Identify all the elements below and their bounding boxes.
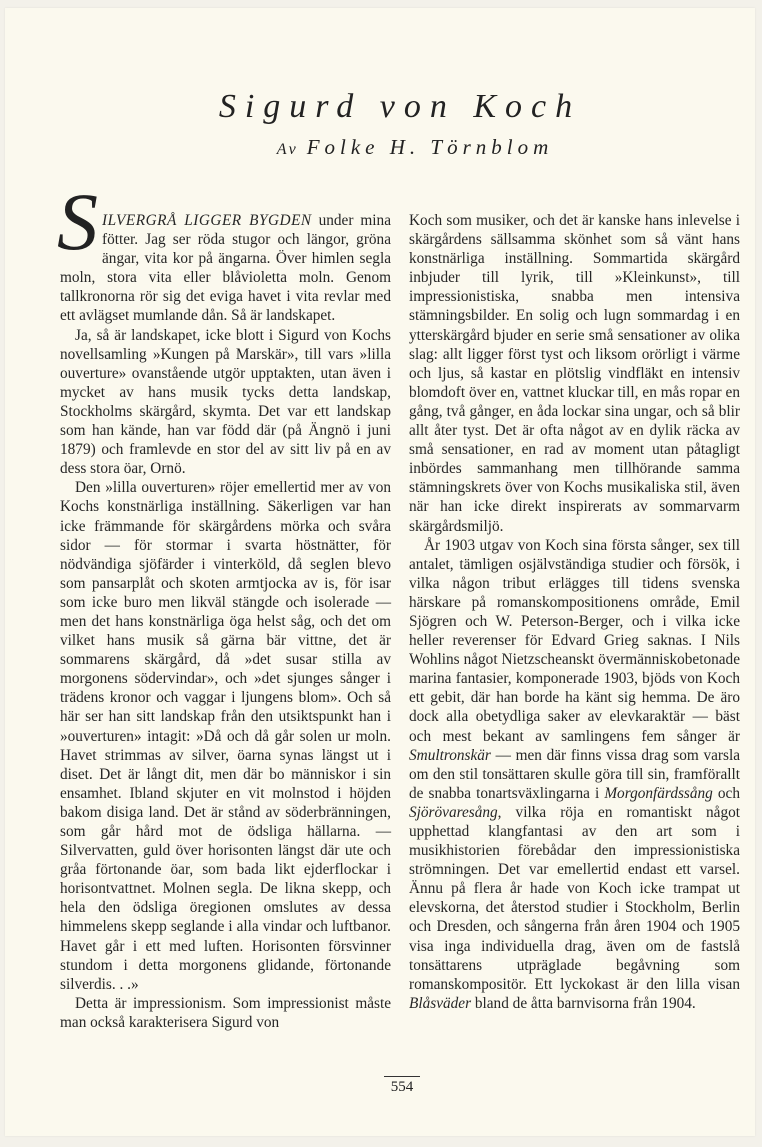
work-title-sjorovaresang: Sjörövaresång	[409, 803, 498, 821]
paragraph-landscape: Ja, så är landskapet, icke blott i Sigurd von Kochs novellsamling »Kungen på Marskär», till vars »lilla ouverture» ovanstående utgör upptakten, utan även i mycket av hans musik tycks detta landskap, Stockholms skärgård, skymta. Det var ett landskap som han kände, han var född där (på Ängnö i juni 1879) och framlevde en stor del av sitt liv på en av dess stora öar, Ornö.	[60, 326, 391, 478]
paragraph-impressionism: Detta är impressionism. Som impressionist måste man också karakterisera Sigurd von	[60, 994, 391, 1031]
paragraph-first-songs	[409, 536, 740, 1013]
article-title: Sigurd von Koch	[218, 88, 582, 125]
document-page	[5, 8, 755, 1136]
opening-paragraph-text: under mina fötter. Jag ser röda stugor och längor, gröna ängar, vita kor på ängarna. Över himlen segla moln, stora vita eller blåvioletta moln. Genom tallkronorna rör sig det eviga havet i vita revlar med ett avlägset mumlande dån. Så är landskapet.	[60, 212, 391, 325]
dropcap-spacer	[60, 190, 391, 211]
paragraph-ouverture: Den »lilla ouverturen» röjer emellertid mer av von Kochs konstnärliga inställning. Säkerligen var han icke främmande för skärgårdens mörka och svåra sidor — för stormar i svarta höstnätter, för nödvändiga sjöfärder i vinterköld, då seglen blevo som pansarplåt och skoten armtjocka av is, för isar som icke buro men likväl stängde och isolerade — men det hans konstnärliga öga helst såg, och det om vilket hans musik så gärna bär vittne, det är sommarens skärgård, då »det susar stilla av morgonens södervindar», och »det sjunges sånger i trädens kronor och vaggar i ljungens blom». Och så här ser han sitt landskap från den utsiktspunkt han i »ouverturen» intagit: »Då och då går solen ur moln. Havet strimmas av silver, öarna synas längst ut i diset. Det är långt dit, men där bo människor i sin ensamhet. Ibland skjuter en vit molnstod i höjden bakom disiga land. Det är stånd av söderbränningen, som går hård mot de ödsliga hällarna. — Silvervatten, guld över horisonten längst där ute och gråa förtonande öar, som bada likt ejderflockar i horisontvattnet. Molnen segla. De likna skepp, och hela den ödsliga öregionen omslutes av dessa himmelens skepp seglande i alla vindar och luftbanor. Havet går i ett med luften. Horisonten försvinner stundom i detta morgonens glidande, förtonande silverdis. . .»	[60, 479, 391, 993]
left-column	[57, 176, 391, 1032]
opening-paragraph	[57, 176, 391, 326]
drop-cap: S	[57, 176, 98, 267]
right-column	[409, 211, 740, 1013]
folio-rule	[384, 1076, 420, 1077]
work-title-smultronskar: Smultronskär	[409, 746, 491, 764]
text-run: , vilka röja en romantiskt något upphettad klangfantasi av den art som i musikhistorien förebådar den impressionistiska strömningen. Det var emellertid endast ett varsel. Ännu på flera år hade von Koch icke trampat ut elevskorna, det återstod studier i Stockholm, Berlin och Dresden, och sångerna från åren 1904 och 1905 visa inga individuella drag, även om de fastslå tonsättarens utpräglade begåvning som romanskompositör. Ett lyckokast är den lilla visan	[409, 803, 740, 993]
work-title-morgonfardssang: Morgonfärdssång	[604, 784, 713, 802]
text-run: bland de åtta barnvisorna från 1904.	[471, 994, 696, 1012]
text-run: — men där finns vissa drag som varsla om den stil tonsättaren skulle göra till sin, framförallt de snabba tonartsväxlingarna i	[409, 746, 740, 802]
text-run: och	[712, 784, 740, 802]
text-run: År 1903 utgav von Koch sina första sånger, sex till antalet, tämligen osjälvständiga studier och försök, i vilka någon tribut erlägges till tidens svenska härskare på romanskompositionens område, Emil Sjögren och W. Peterson-Berger, och i vilka icke heller reverenser för Edvard Grieg saknas. I Nils Wohlins något Nietzscheanskt övermänniskobetonade marina fantasier, komponerade 1903, bjöds von Koch ett gebit, där han borde ha känt sig hemma. De äro dock alla obetydliga saker av elevkaraktär — bäst och mest bekant av samlingens fem sånger är	[409, 536, 740, 745]
lead-in-caps: ILVERGRÅ LIGGER BYGDEN	[102, 212, 312, 229]
article-byline	[5, 135, 755, 160]
page-number: 554	[390, 1079, 414, 1095]
byline-prefix: Av	[276, 141, 299, 158]
paragraph-continued: Koch som musiker, och det är kanske hans inlevelse i skärgårdens sällsamma skönhet som så vänt hans konstnärliga inställning. Sommartida skärgård inbjuder till lyrik, till »Kleinkunst», till impressionistiska, snabba men intensiva stämningsbilder. En solig och lugn sommardag i en ytterskärgård bjuder en serie små sensationer av olika slag: allt ligger först tyst och liksom orörligt i värme och ljus, så kastar en plötslig vindfläkt en intensiv blomdoft över en, vattnet kluckar till, en mås ropar en gång, två gånger, en åda lockar sina ungar, och så blir allt åter tyst. Det är ofta något av en dylik räcka av små sensationer, en rad av moment utan påtagligt inbördes sammanhang men tillhörande samma stämningskrets över von Kochs musikaliska stil, även när han icke direkt inspirerats av sommarvarm skärgårdsmiljö.	[409, 212, 740, 535]
work-title-blasvader: Blåsväder	[409, 994, 472, 1012]
author-name: Folke H. Törnblom	[306, 135, 554, 159]
